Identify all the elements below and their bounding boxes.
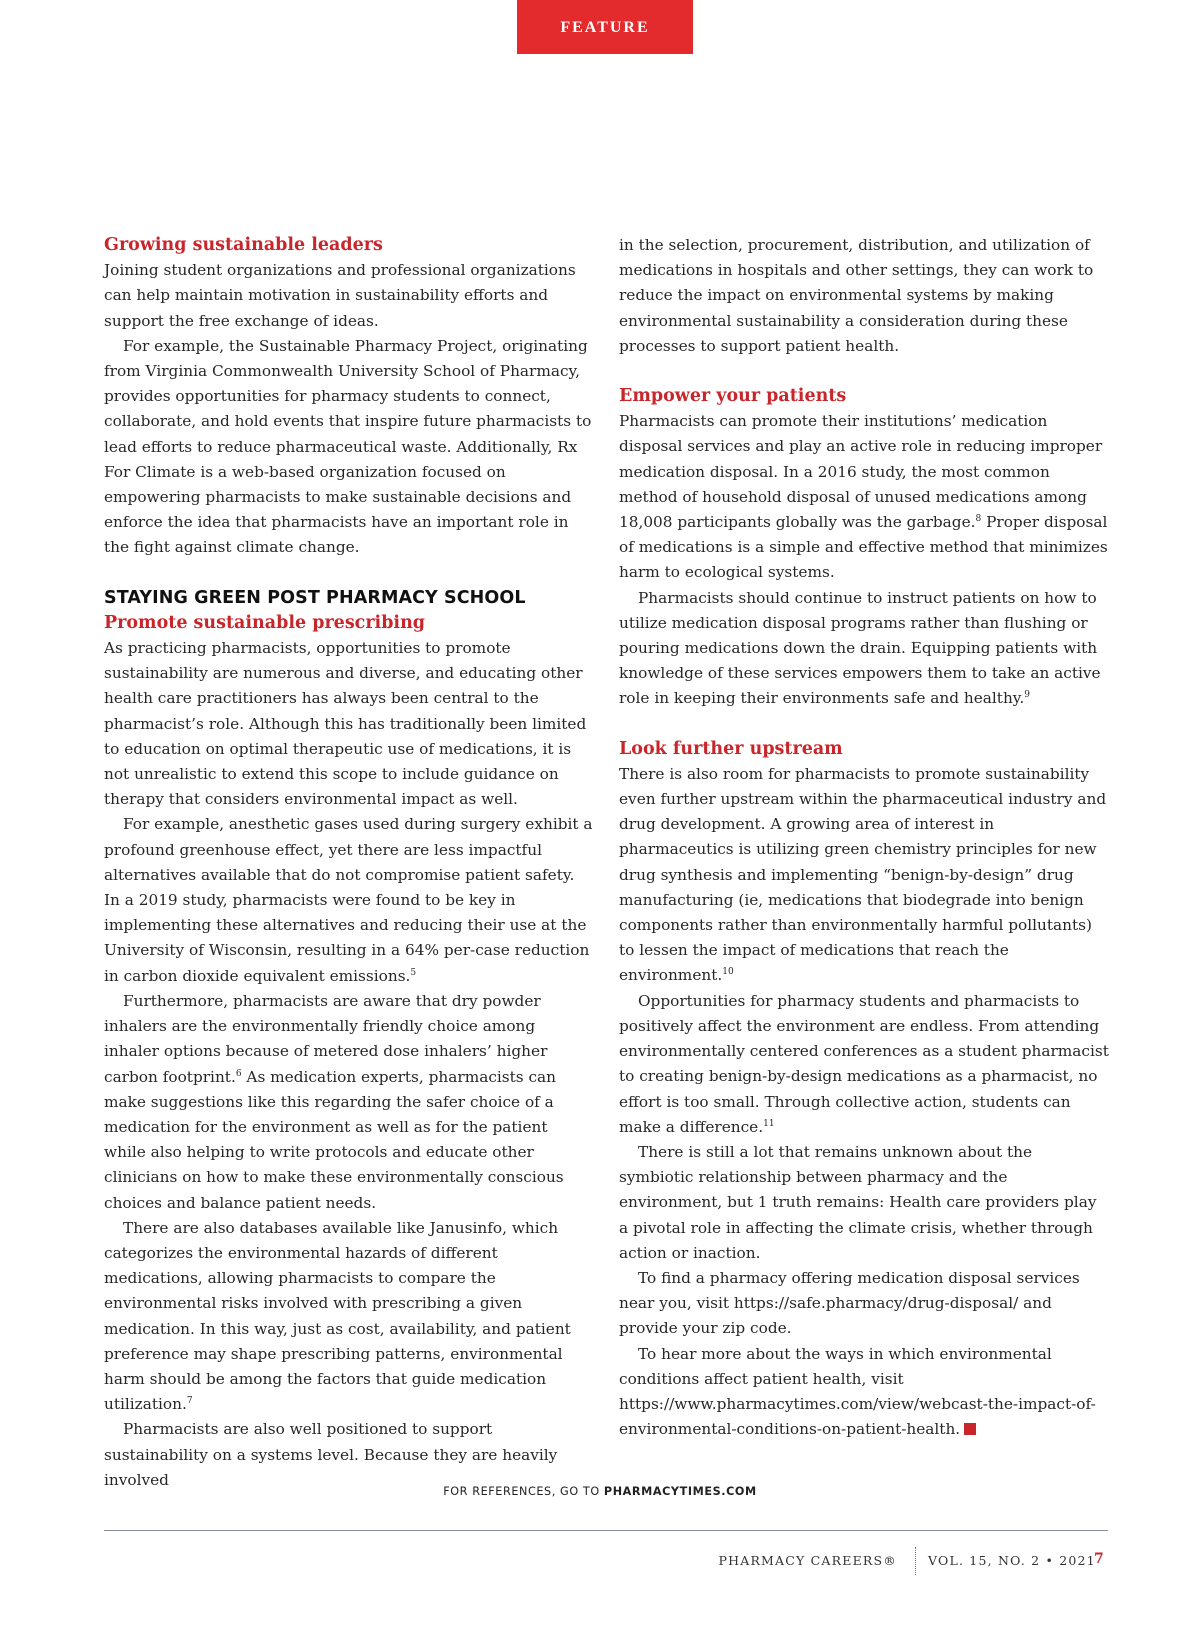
references-site-link[interactable]: PHARMACYTIMES.COM (603, 1485, 757, 1498)
paragraph: Pharmacists should continue to instruct patients on how to utilize medication disposal programs rather than flushing or pouring medications down the drain. Equipping patients with knowledge of these services empowers them to take an active role in keeping their environments safe and healthy.$^9$ (619, 588, 1101, 708)
heading-growing-sustainable-leaders: Growing sustainable leaders (104, 235, 383, 255)
paragraph: Pharmacists can promote their institutions’ medication disposal services and play an active role in reducing improper medication disposal. In a 2016 study, the most common method of household disposal of unused medications among 18,008 participants globally was the garbage.$^8$ Proper disposal of medications is a simple and effective method that minimizes harm to ecological systems. (619, 412, 1108, 582)
paragraph: For example, the Sustainable Pharmacy Project, originating from Virginia Commonwealth University School of Pharmacy, provides opportunities for pharmacy students to connect, collaborate, and hold events that inspire future pharmacists to lead efforts to reduce pharmaceutical waste. Additionally, Rx For Climate is a web-based organization focused on empowering pharmacists to make sustainable decisions and enforce the idea that pharmacists have an important role in the fight against climate change. (104, 336, 592, 557)
right-column (619, 233, 1109, 1442)
paragraph: As practicing pharmacists, opportunities to promote sustainability are numerous and diverse, and educating other health care practitioners has always been central to the pharmacist’s role. Although this has traditionally been limited to education on optimal therapeutic use of medications, it is not unrealistic to extend this scope to include guidance on therapy that considers environmental impact as well. (104, 639, 587, 809)
feature-tab: FEATURE (517, 0, 693, 54)
footer-separator (915, 1547, 916, 1575)
reference-marker: 7 (186, 1396, 193, 1407)
paragraph: For example, anesthetic gases used during surgery exhibit a profound greenhouse effect, yet there are less impactful alternatives available that do not compromise patient safety. In a 2019 study, pharmacists were found to be key in implementing these alternatives and reducing their use at the University of Wisconsin, resulting in a 64% per-case reduction in carbon dioxide equivalent emissions.$^5$ (104, 815, 593, 985)
reference-marker: 8 (975, 514, 982, 525)
heading-look-further-upstream: Look further upstream (619, 738, 843, 759)
reference-marker: 5 (410, 967, 417, 978)
reference-marker: 10 (722, 967, 734, 978)
paragraph: Pharmacists are also well positioned to support sustainability on a systems level. Because they are heavily involved (104, 1420, 558, 1489)
page-number: 7 (1094, 1551, 1105, 1567)
left-column (104, 233, 594, 1493)
paragraph: There are also databases available like Janusinfo, which categorizes the environmental hazards of different medications, allowing pharmacists to compare the environmental risks involved with prescribing a given medication. In this way, just as cost, availability, and patient preference may shape prescribing patterns, environmental harm should be among the factors that guide medication utilization.$^7$ (104, 1218, 571, 1414)
paragraph: To find a pharmacy offering medication disposal services near you, visit https://safe.pharmacy/drug-disposal/ and provide your zip code. (619, 1268, 1080, 1338)
paragraph: There is still a lot that remains unknown about the symbiotic relationship between pharmacy and the environment, but 1 truth remains: Health care providers play a pivotal role in affecting the climate crisis, whether through action or inaction. (619, 1142, 1097, 1262)
paragraph: To hear more about the ways in which environmental conditions affect patient health, visit https://www.pharmacytimes.com/view/webcast-the-impact-of-environmental-conditions-on-patient-health. (619, 1344, 1096, 1439)
reference-marker: 11 (763, 1118, 775, 1129)
reference-marker: 9 (1024, 690, 1030, 701)
volume-issue: VOL. 15, NO. 2 • 2021 (928, 1553, 1096, 1568)
paragraph: There is also room for pharmacists to promote sustainability even further upstream within the pharmaceutical industry and drug development. A growing area of interest in pharmaceutics is utilizing green chemistry principles for new drug synthesis and implementing “benign-by-design” drug manufacturing (ie, medications that biodegrade into benign components rather than environmentally harmful pollutants) to lessen the impact of medications that reach the environment.$^{10}$ (619, 764, 1107, 985)
paragraph: in the selection, procurement, distribution, and utilization of medications in hospitals and other settings, they can work to reduce the impact on environmental systems by making environmental sustainability a consideration during these processes to support patient health. (619, 236, 1094, 355)
page-footer (700, 1547, 1115, 1577)
heading-empower-your-patients: Empower your patients (619, 386, 847, 407)
references-note: FOR REFERENCES, GO TO PHARMACYTIMES.COM (443, 1485, 757, 1498)
paragraph: Furthermore, pharmacists are aware that dry powder inhalers are the environmentally friendly choice among inhaler options because of metered dose inhalers’ higher carbon footprint.$^6$ As medication experts, pharmacists can make suggestions like this regarding the safer choice of a medication for the environment as well as for the patient while also helping to write protocols and educate other clinicians on how to make these environmentally conscious choices and balance patient needs. (104, 991, 564, 1212)
paragraph: Joining student organizations and professional organizations can help maintain motivation in sustainability efforts and support the free exchange of ideas. (104, 261, 576, 330)
footer-divider (104, 1530, 1108, 1531)
publication-name: PHARMACY CAREERS® (718, 1553, 897, 1568)
section-title: STAYING GREEN POST PHARMACY SCHOOL (104, 587, 526, 608)
reference-marker: 6 (235, 1068, 242, 1079)
paragraph: Opportunities for pharmacy students and pharmacists to positively affect the environment are endless. From attending environmentally centered conferences as a student pharmacist to creating benign-by-design medications as a pharmacist, no effort is too small. Through collective action, students can make a difference.$^{11}$ (619, 991, 1109, 1136)
heading-promote-sustainable-prescribing: Promote sustainable prescribing (104, 612, 426, 633)
end-of-article-mark (964, 1423, 976, 1435)
